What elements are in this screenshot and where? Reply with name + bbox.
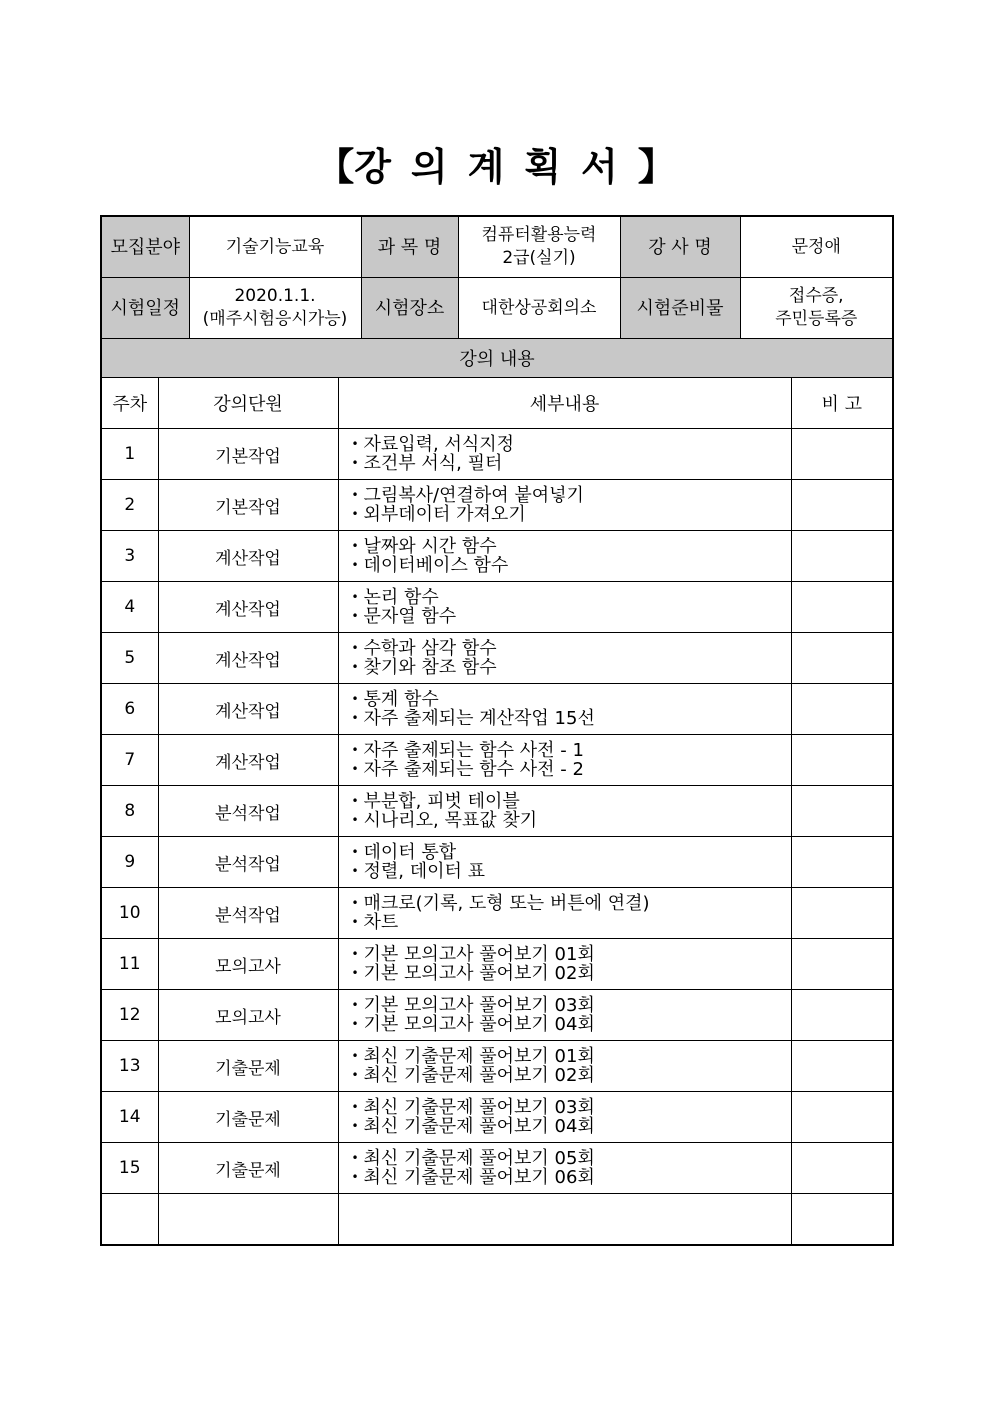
detail-text: 찾기와 참조 함수 (363, 657, 497, 678)
detail-text: 기본 모의고사 풀어보기 02회 (363, 963, 595, 984)
note-cell (791, 1143, 893, 1194)
prep-label: 시험준비물 (620, 278, 740, 340)
subject-label: 과 목 명 (361, 216, 458, 278)
unit-cell: 분석작업 (158, 837, 338, 888)
detail-text: 자료입력, 서식지정 (363, 434, 515, 455)
week-cell: 13 (101, 1041, 158, 1092)
bullet-icon: • (351, 864, 359, 878)
detail-line (352, 843, 791, 862)
bullet-icon: • (351, 1151, 359, 1165)
week-cell: 2 (101, 480, 158, 531)
detail-cell (338, 480, 791, 531)
unit-cell: 기출문제 (158, 1041, 338, 1092)
detail-line (352, 607, 791, 626)
table-row (101, 1041, 893, 1092)
week-cell: 15 (101, 1143, 158, 1194)
table-row (101, 633, 893, 684)
detail-line (352, 505, 791, 524)
unit-cell: 기출문제 (158, 1143, 338, 1194)
detail-text: 최신 기출문제 풀어보기 01회 (363, 1046, 595, 1067)
detail-text: 외부데이터 가져오기 (363, 504, 526, 525)
bullet-icon: • (351, 1119, 359, 1133)
detail-line (352, 1066, 791, 1085)
detail-line (352, 1098, 791, 1117)
course-info-table (100, 215, 894, 340)
table-row (101, 1143, 893, 1194)
detail-text: 최신 기출문제 풀어보기 06회 (363, 1167, 595, 1188)
week-cell: 3 (101, 531, 158, 582)
detail-text: 그림복사/연결하여 붙여넣기 (363, 485, 584, 506)
header-unit: 강의단원 (158, 378, 338, 429)
bullet-icon: • (351, 1068, 359, 1082)
unit-cell: 계산작업 (158, 735, 338, 786)
detail-cell (338, 684, 791, 735)
bullet-icon: • (351, 915, 359, 929)
detail-text: 정렬, 데이터 표 (363, 861, 485, 882)
detail-cell (338, 1143, 791, 1194)
lesson-section-title: 강의 내용 (101, 339, 893, 378)
table-row (101, 939, 893, 990)
detail-line (352, 996, 791, 1015)
title-text: 강의계획서 (354, 145, 638, 189)
prep-value-line2: 주민등록증 (775, 309, 858, 329)
week-cell: 8 (101, 786, 158, 837)
detail-cell (338, 990, 791, 1041)
detail-line (352, 792, 791, 811)
bullet-icon: • (351, 1100, 359, 1114)
detail-line (352, 639, 791, 658)
bullet-icon: • (351, 998, 359, 1012)
detail-cell (338, 1194, 791, 1246)
table-row (101, 582, 893, 633)
detail-line (352, 435, 791, 454)
document-title (0, 136, 992, 191)
unit-cell: 기본작업 (158, 480, 338, 531)
detail-line (352, 1117, 791, 1136)
note-cell (791, 939, 893, 990)
bullet-icon: • (351, 590, 359, 604)
section-row (101, 339, 893, 378)
detail-text: 자주 출제되는 함수 사전 - 1 (363, 740, 584, 761)
week-cell: 10 (101, 888, 158, 939)
detail-line (352, 1168, 791, 1187)
detail-line (352, 1149, 791, 1168)
unit-cell: 분석작업 (158, 888, 338, 939)
detail-text: 시나리오, 목표값 찾기 (363, 810, 538, 831)
table-row (101, 429, 893, 480)
bullet-icon: • (351, 609, 359, 623)
detail-line (352, 862, 791, 881)
week-cell: 11 (101, 939, 158, 990)
detail-cell (338, 1041, 791, 1092)
detail-line (352, 913, 791, 932)
detail-text: 최신 기출문제 풀어보기 05회 (363, 1148, 595, 1169)
detail-text: 자주 출제되는 함수 사전 - 2 (363, 759, 584, 780)
note-cell (791, 633, 893, 684)
info-row-2 (101, 278, 893, 340)
detail-text: 조건부 서식, 필터 (363, 453, 503, 474)
header-note: 비 고 (791, 378, 893, 429)
week-cell: 7 (101, 735, 158, 786)
bullet-icon: • (351, 762, 359, 776)
week-cell: 9 (101, 837, 158, 888)
detail-line (352, 945, 791, 964)
prep-value-line1: 접수증, (788, 286, 844, 306)
bullet-icon: • (351, 660, 359, 674)
prep-value (740, 278, 893, 340)
schedule-value (189, 278, 361, 340)
header-week: 주차 (101, 378, 158, 429)
note-cell (791, 1041, 893, 1092)
note-cell (791, 786, 893, 837)
detail-text: 문자열 함수 (363, 606, 457, 627)
note-cell (791, 1194, 893, 1246)
note-cell (791, 429, 893, 480)
unit-cell: 기본작업 (158, 429, 338, 480)
bullet-icon: • (351, 1049, 359, 1063)
bullet-icon: • (351, 845, 359, 859)
venue-value: 대한상공회의소 (458, 278, 620, 340)
schedule-value-line2: (매주시험응시가능) (202, 309, 348, 329)
detail-line (352, 486, 791, 505)
week-cell (101, 1194, 158, 1246)
bullet-icon: • (351, 558, 359, 572)
bullet-icon: • (351, 437, 359, 451)
unit-cell: 모의고사 (158, 939, 338, 990)
detail-cell (338, 582, 791, 633)
detail-cell (338, 633, 791, 684)
detail-line (352, 588, 791, 607)
note-cell (791, 684, 893, 735)
table-row (101, 684, 893, 735)
bullet-icon: • (351, 966, 359, 980)
detail-cell (338, 888, 791, 939)
detail-line (352, 811, 791, 830)
unit-cell: 분석작업 (158, 786, 338, 837)
detail-cell (338, 837, 791, 888)
week-cell: 5 (101, 633, 158, 684)
table-row (101, 1092, 893, 1143)
detail-cell (338, 939, 791, 990)
detail-line (352, 454, 791, 473)
detail-text: 부분합, 피벗 테이블 (363, 791, 520, 812)
detail-text: 기본 모의고사 풀어보기 01회 (363, 944, 595, 965)
detail-text: 통계 함수 (363, 689, 439, 710)
schedule-label: 시험일정 (101, 278, 189, 340)
detail-text: 논리 함수 (363, 587, 439, 608)
week-cell: 12 (101, 990, 158, 1041)
note-cell (791, 888, 893, 939)
note-cell (791, 837, 893, 888)
bullet-icon: • (351, 711, 359, 725)
detail-cell (338, 1092, 791, 1143)
empty-row (101, 1194, 893, 1246)
detail-line (352, 964, 791, 983)
detail-text: 날짜와 시간 함수 (363, 536, 497, 557)
detail-text: 최신 기출문제 풀어보기 03회 (363, 1097, 595, 1118)
table-row (101, 837, 893, 888)
note-cell (791, 480, 893, 531)
week-cell: 6 (101, 684, 158, 735)
table-row (101, 480, 893, 531)
detail-line (352, 741, 791, 760)
schedule-value-line1: 2020.1.1. (234, 286, 316, 306)
detail-line (352, 760, 791, 779)
bullet-icon: • (351, 488, 359, 502)
detail-line (352, 537, 791, 556)
bullet-icon: • (351, 1170, 359, 1184)
subject-value (458, 216, 620, 278)
unit-cell: 계산작업 (158, 582, 338, 633)
detail-cell (338, 786, 791, 837)
info-row-1 (101, 216, 893, 278)
bullet-icon: • (351, 896, 359, 910)
note-cell (791, 1092, 893, 1143)
detail-text: 자주 출제되는 계산작업 15선 (363, 708, 595, 729)
detail-text: 기본 모의고사 풀어보기 04회 (363, 1014, 595, 1035)
week-cell: 4 (101, 582, 158, 633)
table-row (101, 531, 893, 582)
table-row (101, 786, 893, 837)
detail-cell (338, 735, 791, 786)
venue-label: 시험장소 (361, 278, 458, 340)
unit-cell: 모의고사 (158, 990, 338, 1041)
bullet-icon: • (351, 692, 359, 706)
detail-line (352, 690, 791, 709)
table-row (101, 735, 893, 786)
detail-line (352, 1047, 791, 1066)
detail-text: 차트 (363, 912, 399, 933)
lesson-plan-table (100, 338, 894, 1246)
unit-cell: 계산작업 (158, 531, 338, 582)
detail-line (352, 1015, 791, 1034)
detail-text: 최신 기출문제 풀어보기 02회 (363, 1065, 595, 1086)
table-row (101, 990, 893, 1041)
bullet-icon: • (351, 641, 359, 655)
bullet-icon: • (351, 794, 359, 808)
detail-line (352, 894, 791, 913)
title-close-bracket: 】 (637, 145, 676, 189)
detail-text: 최신 기출문제 풀어보기 04회 (363, 1116, 595, 1137)
detail-text: 기본 모의고사 풀어보기 03회 (363, 995, 595, 1016)
detail-text: 매크로(기록, 도형 또는 버튼에 연결) (363, 893, 650, 914)
unit-cell: 계산작업 (158, 684, 338, 735)
header-row (101, 378, 893, 429)
subject-value-line2: 2급(실기) (502, 248, 576, 268)
note-cell (791, 531, 893, 582)
title-open-bracket: 【 (316, 145, 355, 189)
instructor-label: 강 사 명 (620, 216, 740, 278)
detail-line (352, 709, 791, 728)
detail-line (352, 658, 791, 677)
detail-text: 데이터 통합 (363, 842, 457, 863)
bullet-icon: • (351, 456, 359, 470)
detail-text: 데이터베이스 함수 (363, 555, 509, 576)
detail-text: 수학과 삼각 함수 (363, 638, 497, 659)
bullet-icon: • (351, 743, 359, 757)
bullet-icon: • (351, 539, 359, 553)
recruit-value: 기술기능교육 (189, 216, 361, 278)
bullet-icon: • (351, 947, 359, 961)
detail-line (352, 556, 791, 575)
subject-value-line1: 컴퓨터활용능력 (481, 225, 597, 245)
week-cell: 14 (101, 1092, 158, 1143)
note-cell (791, 582, 893, 633)
detail-cell (338, 531, 791, 582)
bullet-icon: • (351, 507, 359, 521)
recruit-label: 모집분야 (101, 216, 189, 278)
detail-cell (338, 429, 791, 480)
bullet-icon: • (351, 1017, 359, 1031)
unit-cell: 기출문제 (158, 1092, 338, 1143)
note-cell (791, 990, 893, 1041)
instructor-value: 문정애 (740, 216, 893, 278)
table-row (101, 888, 893, 939)
unit-cell (158, 1194, 338, 1246)
note-cell (791, 735, 893, 786)
header-detail: 세부내용 (338, 378, 791, 429)
bullet-icon: • (351, 813, 359, 827)
week-cell: 1 (101, 429, 158, 480)
unit-cell: 계산작업 (158, 633, 338, 684)
